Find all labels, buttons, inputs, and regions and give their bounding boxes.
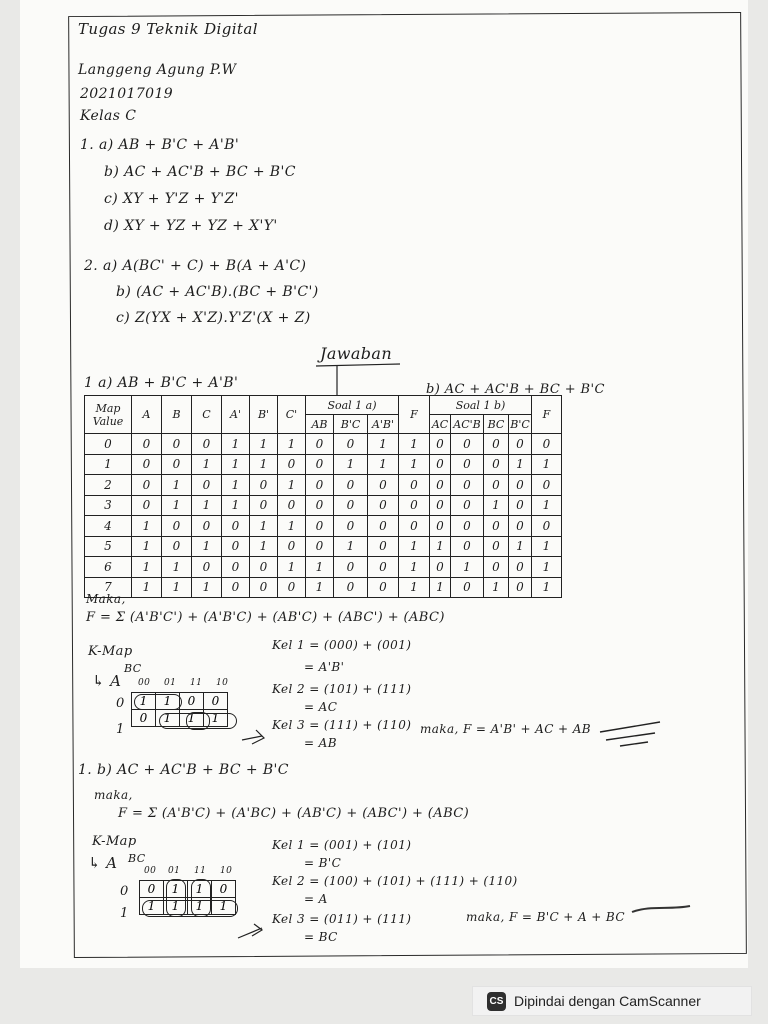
table-cell: 1	[306, 557, 334, 578]
table-cell: 1	[334, 536, 368, 557]
table-cell: 0	[250, 495, 278, 516]
table-cell: 0	[484, 475, 509, 496]
table-cell: 1	[162, 557, 192, 578]
table-cell: 0	[368, 577, 399, 598]
table-cell: 0	[192, 557, 222, 578]
table-cell: 0	[334, 577, 368, 598]
table-cell: 0	[192, 516, 222, 537]
result-a: maka, F = A'B' + AC + AB	[420, 722, 591, 736]
table-cell: 0	[162, 536, 192, 557]
kmap-col-00-a: 00	[138, 678, 151, 688]
kmap-cell: 1	[140, 898, 164, 915]
table-cell: 1	[532, 454, 562, 475]
table-cell: 0	[399, 475, 430, 496]
table-cell: 1	[192, 495, 222, 516]
kmap-col-00-b: 00	[144, 866, 157, 876]
kmap-col-01-b: 01	[168, 866, 181, 876]
table-row	[85, 454, 562, 475]
table-cell: 1	[132, 536, 162, 557]
kmap-group-loop	[186, 712, 210, 730]
col-b-not: B'	[250, 396, 278, 434]
table-cell: 6	[85, 557, 132, 578]
kmap-group-loop	[142, 900, 238, 917]
col-bc: BC	[484, 415, 509, 434]
table-cell: 1	[509, 454, 532, 475]
table-cell: 0	[509, 557, 532, 578]
table-cell: 0	[278, 577, 306, 598]
table-cell: 0	[162, 434, 192, 455]
table-cell: 1	[484, 577, 509, 598]
table-cell: 0	[451, 454, 484, 475]
table-cell: 1	[222, 454, 250, 475]
kmap-cell: 1	[188, 898, 212, 915]
table-cell: 0	[222, 577, 250, 598]
table-cell: 1	[222, 495, 250, 516]
table-cell: 1	[278, 475, 306, 496]
kmap-cell: 0	[140, 881, 164, 898]
table-row	[85, 516, 562, 537]
table-cell: 0	[278, 495, 306, 516]
table-cell: 1	[334, 454, 368, 475]
kel2-a: Kel 2 = (101) + (111)	[272, 682, 412, 696]
table-cell: 1	[532, 557, 562, 578]
question-1d: d) XY + YZ + YZ + X'Y'	[104, 218, 278, 234]
table-cell: 0	[222, 557, 250, 578]
table-cell: 0	[451, 577, 484, 598]
table-row	[85, 557, 562, 578]
table-cell: 1	[399, 557, 430, 578]
kmap-cell: 1	[212, 898, 236, 915]
table-cell: 0	[368, 516, 399, 537]
kmap-arrow-a: ↳ A	[92, 672, 122, 690]
col-a-not-b-not: A'B'	[368, 415, 399, 434]
table-cell: 1	[85, 454, 132, 475]
table-cell: 0	[399, 516, 430, 537]
group-soal-1a: Soal 1 a)	[306, 396, 399, 415]
kmap-group-loop	[191, 879, 211, 917]
formula-a: F = Σ (A'B'C') + (A'B'C) + (AB'C) + (ABC') + (ABC)	[86, 610, 445, 625]
maka-label-a: Maka,	[86, 592, 126, 606]
table-cell: 1	[132, 516, 162, 537]
table-row	[85, 577, 562, 598]
kmap-col-11-a: 11	[190, 678, 203, 688]
kmap-group-loop	[166, 879, 186, 917]
table-cell: 0	[509, 577, 532, 598]
table-cell: 1	[368, 434, 399, 455]
table-cell: 0	[306, 516, 334, 537]
table-cell: 0	[484, 536, 509, 557]
kmap-cell: 1	[188, 881, 212, 898]
table-cell: 7	[85, 577, 132, 598]
table-cell: 0	[509, 475, 532, 496]
table-cell: 1	[430, 536, 451, 557]
col-ac-not-b: AC'B	[451, 415, 484, 434]
table-cell: 2	[85, 475, 132, 496]
col-c: C	[192, 396, 222, 434]
result-b: maka, F = B'C + A + BC	[466, 910, 625, 924]
table-cell: 0	[132, 434, 162, 455]
camscanner-logo-icon: CS	[487, 992, 506, 1011]
table-cell: 1	[192, 577, 222, 598]
table-cell: 0	[132, 495, 162, 516]
table-cell: 1	[399, 434, 430, 455]
kmap-row-0-label-b: 0	[120, 884, 129, 899]
col-f-a: F	[399, 396, 430, 434]
student-number: 2021017019	[80, 86, 174, 102]
kmap-cell: 1	[156, 693, 180, 710]
table-cell: 1	[192, 454, 222, 475]
kmap-cell: 1	[180, 710, 204, 727]
col-a: A	[132, 396, 162, 434]
table-cell: 0	[334, 434, 368, 455]
table-cell: 1	[222, 434, 250, 455]
table-cell: 0	[162, 516, 192, 537]
group-soal-1b: Soal 1 b)	[430, 396, 532, 415]
kmap-bc-b: BC	[128, 852, 146, 865]
question-1a: 1. a) AB + B'C + A'B'	[80, 137, 240, 153]
kel2-result-b: = A	[304, 892, 328, 906]
table-cell: 0	[509, 495, 532, 516]
table-cell: 0	[278, 536, 306, 557]
table-cell: 1	[250, 516, 278, 537]
table-cell: 0	[192, 475, 222, 496]
table-cell: 0	[430, 454, 451, 475]
kmap-label-b: K-Map	[92, 834, 137, 849]
kmap-cell: 0	[132, 710, 156, 727]
table-cell: 0	[368, 557, 399, 578]
question-1b: b) AC + AC'B + BC + B'C	[104, 164, 296, 180]
table-cell: 0	[430, 475, 451, 496]
table-cell: 1	[162, 577, 192, 598]
table-row	[85, 495, 562, 516]
table-cell: 0	[451, 434, 484, 455]
table-cell: 1	[162, 475, 192, 496]
col-c-not: C'	[278, 396, 306, 434]
table-cell: 1	[484, 495, 509, 516]
table-cell: 0	[430, 557, 451, 578]
camscanner-watermark	[472, 986, 752, 1016]
table-cell: 0	[368, 495, 399, 516]
table-cell: 1	[532, 577, 562, 598]
table-cell: 0	[132, 475, 162, 496]
kmap-cell: 0	[212, 881, 236, 898]
table-cell: 0	[162, 454, 192, 475]
table-cell: 0	[222, 536, 250, 557]
table-cell: 1	[162, 495, 192, 516]
table-row	[85, 475, 562, 496]
table-cell: 1	[368, 454, 399, 475]
col-b-not-c: B'C	[334, 415, 368, 434]
kmap-row-1-label-b: 1	[120, 906, 129, 921]
question-2b: b) (AC + AC'B).(BC + B'C')	[116, 284, 319, 300]
table-cell: 0	[451, 475, 484, 496]
kmap-col-11-b: 11	[194, 866, 207, 876]
table-label-1a: 1 a) AB + B'C + A'B'	[84, 375, 239, 391]
table-cell: 0	[306, 454, 334, 475]
table-cell: 0	[334, 495, 368, 516]
kmap-row-0-label-a: 0	[116, 696, 125, 711]
kmap-bc-a: BC	[124, 662, 142, 675]
table-cell: 1	[278, 434, 306, 455]
heading-1b: 1. b) AC + AC'B + BC + B'C	[78, 762, 289, 778]
table-cell: 0	[85, 434, 132, 455]
kmap-col-10-b: 10	[220, 866, 233, 876]
table-cell: 0	[451, 495, 484, 516]
table-cell: 1	[192, 536, 222, 557]
table-cell: 1	[451, 557, 484, 578]
col-b: B	[162, 396, 192, 434]
table-cell: 0	[451, 536, 484, 557]
table-cell: 1	[278, 516, 306, 537]
kel1-b: Kel 1 = (001) + (101)	[272, 838, 412, 852]
table-cell: 1	[430, 577, 451, 598]
table-cell: 0	[509, 434, 532, 455]
table-cell: 1	[250, 434, 278, 455]
student-name: Langgeng Agung P.W	[78, 62, 237, 78]
question-2c: c) Z(YX + X'Z).Y'Z'(X + Z)	[116, 310, 311, 326]
table-cell: 1	[250, 536, 278, 557]
table-cell: 0	[451, 516, 484, 537]
table-cell: 1	[132, 577, 162, 598]
table-cell: 0	[430, 495, 451, 516]
col-a-not: A'	[222, 396, 250, 434]
col-ac: AC	[430, 415, 451, 434]
table-cell: 0	[484, 557, 509, 578]
col-f-b: F	[532, 396, 562, 434]
table-cell: 0	[250, 577, 278, 598]
kmap-group-loop	[134, 694, 182, 710]
table-cell: 0	[250, 475, 278, 496]
table-cell: 1	[399, 454, 430, 475]
table-cell: 0	[368, 536, 399, 557]
table-row	[85, 434, 562, 455]
question-2a: 2. a) A(BC' + C) + B(A + A'C)	[84, 258, 307, 274]
maka-label-b: maka,	[94, 788, 133, 802]
table-cell: 1	[532, 495, 562, 516]
assignment-title: Tugas 9 Teknik Digital	[78, 20, 258, 38]
table-cell: 3	[85, 495, 132, 516]
table-cell: 0	[430, 434, 451, 455]
table-cell: 0	[484, 516, 509, 537]
table-cell: 0	[334, 475, 368, 496]
table-cell: 0	[430, 516, 451, 537]
formula-b: F = Σ (A'B'C) + (A'BC) + (AB'C) + (ABC') + (ABC)	[118, 806, 470, 821]
table-cell: 0	[399, 495, 430, 516]
table-cell: 0	[484, 434, 509, 455]
table-cell: 0	[484, 454, 509, 475]
kmap-col-10-a: 10	[216, 678, 229, 688]
kmap-col-01-a: 01	[164, 678, 177, 688]
table-cell: 0	[306, 536, 334, 557]
table-cell: 0	[368, 475, 399, 496]
kel1-result-a: = A'B'	[304, 660, 345, 674]
kmap-cell: 0	[180, 693, 204, 710]
col-map-value: Map Value	[85, 396, 132, 434]
kel3-a: Kel 3 = (111) + (110)	[272, 718, 412, 732]
kel3-b: Kel 3 = (011) + (111)	[272, 912, 412, 926]
table-cell: 0	[222, 516, 250, 537]
table-cell: 1	[278, 557, 306, 578]
kmap-row-1-label-a: 1	[116, 722, 125, 737]
kel3-result-a: = AB	[304, 736, 337, 750]
table-cell: 0	[306, 434, 334, 455]
table-cell: 0	[250, 557, 278, 578]
table-cell: 1	[132, 557, 162, 578]
kmap-cell: 1	[204, 710, 228, 727]
kel2-b: Kel 2 = (100) + (101) + (111) + (110)	[272, 874, 518, 888]
kmap-cell: 1	[164, 881, 188, 898]
table-cell: 0	[334, 557, 368, 578]
table-cell: 4	[85, 516, 132, 537]
kmap-cell: 0	[204, 693, 228, 710]
table-cell: 0	[532, 434, 562, 455]
table-cell: 1	[399, 536, 430, 557]
truth-table	[84, 395, 562, 598]
col-b-not-c-b: B'C	[509, 415, 532, 434]
table-cell: 0	[532, 475, 562, 496]
camscanner-text: Dipindai dengan CamScanner	[514, 993, 701, 1009]
table-cell: 0	[306, 495, 334, 516]
kmap-arrow-b: ↳ A	[88, 854, 118, 872]
kel2-result-a: = AC	[304, 700, 338, 714]
table-row	[85, 536, 562, 557]
kel1-result-b: = B'C	[304, 856, 342, 870]
table-cell: 0	[278, 454, 306, 475]
table-cell: 1	[222, 475, 250, 496]
answer-heading: Jawaban	[320, 344, 393, 363]
class-label: Kelas C	[80, 108, 137, 124]
table-cell: 1	[532, 536, 562, 557]
kmap-cell: 1	[132, 693, 156, 710]
question-1c: c) XY + Y'Z + Y'Z'	[104, 191, 239, 207]
col-ab: AB	[306, 415, 334, 434]
table-cell: 1	[399, 577, 430, 598]
table-cell: 0	[334, 516, 368, 537]
table-cell: 0	[132, 454, 162, 475]
kmap-cell: 1	[164, 898, 188, 915]
table-cell: 5	[85, 536, 132, 557]
kmap-label-a: K-Map	[88, 644, 133, 659]
table-cell: 1	[250, 454, 278, 475]
table-cell: 1	[509, 536, 532, 557]
table-cell: 1	[306, 577, 334, 598]
kmap-cell: 1	[156, 710, 180, 727]
table-label-1b: b) AC + AC'B + BC + B'C	[426, 382, 605, 397]
table-cell: 0	[509, 516, 532, 537]
kel1-a: Kel 1 = (000) + (001)	[272, 638, 412, 652]
kel3-result-b: = BC	[304, 930, 338, 944]
table-cell: 0	[532, 516, 562, 537]
table-cell: 0	[192, 434, 222, 455]
table-cell: 0	[306, 475, 334, 496]
